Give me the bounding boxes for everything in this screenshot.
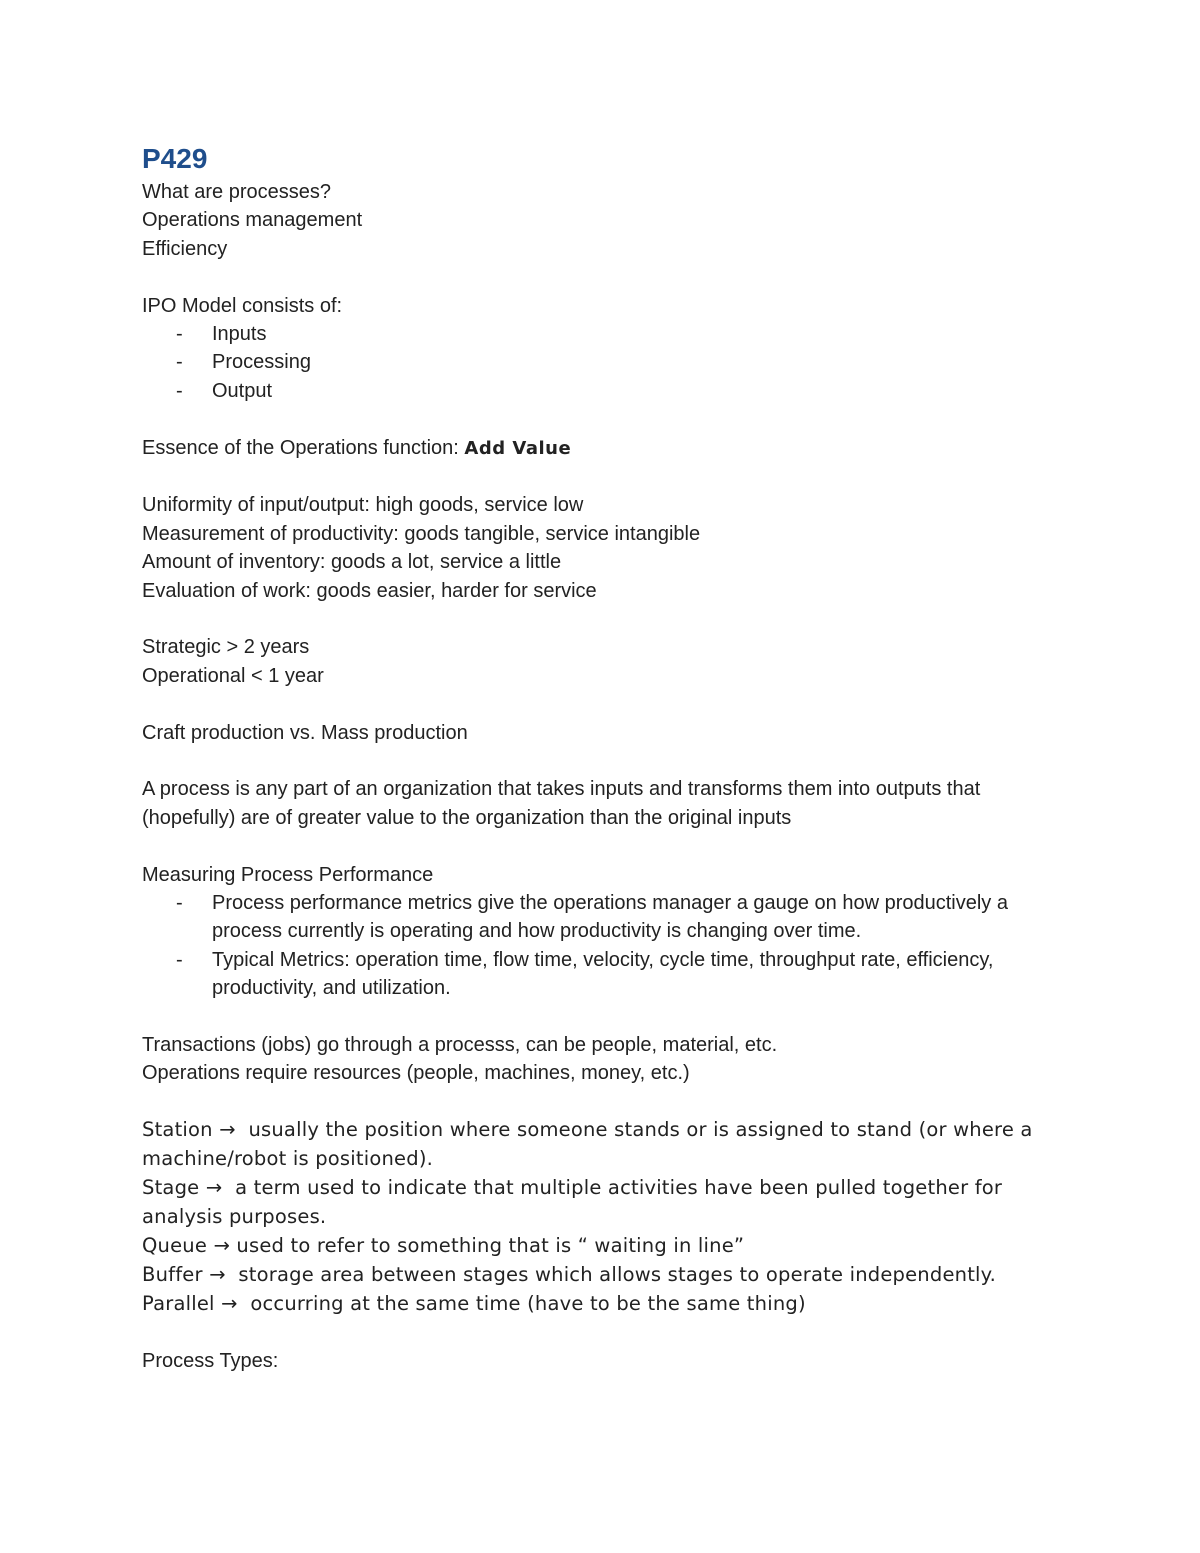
measuring-list bbox=[142, 889, 1072, 1003]
dash-bullet: - bbox=[176, 379, 183, 402]
dash-bullet: - bbox=[176, 892, 183, 915]
transactions-line: Transactions (jobs) go through a processs, can be people, material, etc. bbox=[142, 1034, 778, 1057]
comparison-line: Evaluation of work: goods easier, harder for service bbox=[142, 579, 597, 602]
spacer bbox=[142, 1319, 1072, 1347]
horizon-line: Operational < 1 year bbox=[142, 664, 324, 687]
definition-queue: Queue → used to refer to something that is “ waiting in line” bbox=[142, 1233, 745, 1257]
comparison-line: Measurement of productivity: goods tangible, service intangible bbox=[142, 522, 701, 545]
definition-buffer: Buffer → storage area between stages which allows stages to operate independently. bbox=[142, 1262, 997, 1286]
list-item-text: Inputs bbox=[212, 323, 267, 346]
spacer bbox=[142, 605, 1072, 633]
intro-line: Operations management bbox=[142, 209, 363, 232]
definition-station: Station → usually the position where someone stands or is assigned to stand (or where a machine/robot is positioned). bbox=[142, 1118, 1039, 1171]
list-item-text: Output bbox=[212, 379, 273, 402]
ipo-list bbox=[142, 320, 1072, 405]
intro-line: Efficiency bbox=[142, 237, 228, 260]
comparison-line: Uniformity of input/output: high goods, service low bbox=[142, 494, 584, 517]
comparison-line: Amount of inventory: goods a lot, service a little bbox=[142, 551, 562, 574]
intro-line: What are processes? bbox=[142, 181, 331, 203]
list-item-text: Processing bbox=[212, 351, 311, 374]
page-title: P429 bbox=[142, 143, 208, 174]
definition-parallel: Parallel → occurring at the same time (have to be the same thing) bbox=[142, 1291, 806, 1315]
dash-bullet: - bbox=[176, 948, 183, 971]
spacer bbox=[142, 463, 1072, 491]
dash-bullet: - bbox=[176, 351, 183, 374]
measuring-heading: Measuring Process Performance bbox=[142, 863, 434, 886]
process-types-heading: Process Types: bbox=[142, 1350, 279, 1372]
spacer bbox=[142, 405, 1072, 433]
list-item bbox=[142, 348, 1072, 376]
list-item bbox=[142, 377, 1072, 405]
list-item bbox=[142, 320, 1072, 348]
spacer bbox=[142, 832, 1072, 860]
essence-value: Add Value bbox=[464, 437, 572, 459]
essence-label: Essence of the Operations function: bbox=[142, 436, 465, 459]
dash-bullet: - bbox=[176, 323, 183, 346]
list-item-text: Process performance metrics give the operations manager a gauge on how productively a process currently is operating and how productivity is changing over time. bbox=[212, 892, 1008, 943]
spacer bbox=[142, 690, 1072, 718]
process-definition: A process is any part of an organization that takes inputs and transforms them into outputs that (hopefully) are of greater value to the organization than the original inputs bbox=[142, 778, 986, 829]
horizon-line: Strategic > 2 years bbox=[142, 636, 310, 659]
production-line: Craft production vs. Mass production bbox=[142, 721, 468, 744]
document-page bbox=[142, 140, 1072, 1375]
definitions-block bbox=[142, 1116, 1072, 1318]
spacer bbox=[142, 1003, 1072, 1031]
transactions-line: Operations require resources (people, machines, money, etc.) bbox=[142, 1062, 690, 1085]
definition-stage: Stage → a term used to indicate that multiple activities have been pulled together for analysis purposes. bbox=[142, 1176, 1009, 1228]
essence-line bbox=[142, 434, 1072, 463]
list-item bbox=[142, 889, 1072, 946]
spacer bbox=[142, 1088, 1072, 1116]
list-item bbox=[142, 946, 1072, 1003]
list-item-text: Typical Metrics: operation time, flow time, velocity, cycle time, throughput rate, efficiency, productivity, and utilization. bbox=[212, 948, 994, 1000]
spacer bbox=[142, 747, 1072, 775]
spacer bbox=[142, 263, 1072, 291]
ipo-heading: IPO Model consists of: bbox=[142, 294, 343, 317]
